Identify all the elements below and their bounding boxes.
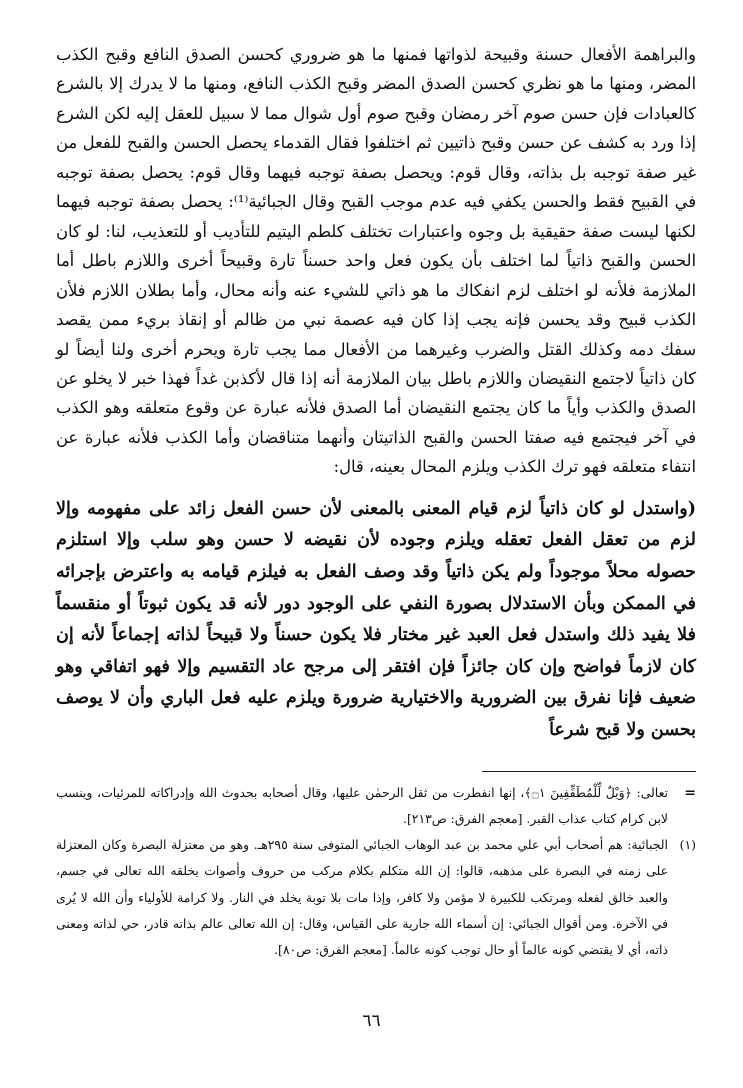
footnote-text: الجبائية: هم أصحاب أبي علي محمد بن عبد الوهاب الجبائي المتوفى سنة ٢٩٥هـ. وهو من معتزلة البصرة وكان المعتزلة على زمنه في البصرة على مذهبه، قالوا: إن الله متكلم بكلام مركب من حروف وأصوات يخلقه الله تعالى في جسم، والعبد خالق لفعله ومرتكب للكبيرة لا مؤمن ولا كافر، وإذا مات بلا توبة يخلد في النار. ولا كرامة للأولياء وأن الله لا يُرى في الآخرة. ومن أقوال الجبائي: إن أسماء الله جارية على القياس، وقال: إن الله تعالى عالم بذاته قادر، حي لذاته ومعنى ذاته، أي لا يقتضي كونه عالماً أو حال توجب كونه عالماً. [معجم الفرق: ص٨٠]. (56, 837, 668, 958)
page-content (56, 40, 696, 964)
quote-paragraph: (واستدل لو كان ذاتياً لزم قيام المعنى بالمعنى لأن حسن الفعل زائد على مفهومه وإلا لزم من تعقل الفعل تعقله ويلزم وجوده لأن نقيضه لا حسن وهو سلب وإلا استلزم حصوله محلاً موجوداً ولم يكن ذاتياً وقد وصف الفعل به فيلزم قيامه به واعترض بإجرائه في الممكن وبأن الاستدلال بصورة النفي على الوجود دور لأنه قد يكون ثبوتاً أو منقسماً فلا يفيد ذلك واستدل فعل العبد غير مختار فلا يكون حسناً ولا قبيحاً لذاته إجماعاً لأنه إن كان لازماً فواضح وإن كان جائزاً فإن افتقر إلى مرجح عاد التقسيم وإلا فهو اتفاقي وهو ضعيف فإنا نفرق بين الضرورية والاختيارية ضرورة ويلزم عليه فعل الباري وأن لا يوصف بحسن ولا قبح شرعاً (56, 498, 696, 740)
footnotes (56, 780, 696, 964)
footnote-1 (56, 832, 696, 963)
page-number: ٦٦ (362, 1011, 381, 1031)
body-paragraph: والبراهمة الأفعال حسنة وقبيحة لذواتها فمنها ما هو ضروري كحسن الصدق النافع وقبح الكذب المضر، ومنها ما هو نظري كحسن الصدق المضر وقبح الكذب النافع، ومنها ما لا يدرك إلا بالشرع كالعبادات فإن حسن صوم آخر رمضان وقبح صوم أول شوال مما لا سبيل للعقل إليه لكن الشرع إذا ورد به كشف عن حسن وقبح ذاتيين ثم اختلفوا فقال القدماء يحصل الحسن والقبح للفعل من غير صفة توجبه بل بذاته، وقال قوم: ويحصل بصفة توجبه فيهما وقال قوم: يحصل بصفة توجبه في القبيح فقط والحسن يكفي فيه عدم موجب القبح وقال الجبائية⁽¹⁾: يحصل بصفة توجبه فيهما لكنها ليست صفة حقيقية بل وجوه واعتبارات تختلف كلطم اليتيم للتأديب أو للتعذيب، لنا: لو كان الحسن والقبح ذاتياً لما اختلف بأن يكون فعل واحد حسناً تارة وقبيحاً أخرى واللازم باطل أما الملازمة فلأنه لو اختلف لزم انفكاك ما هو ذاتي للشيء عنه وأنه محال، وأما بطلان اللازم فلأن الكذب قبيح وقد يحسن فإنه يجب إذا كان فيه عصمة نبي من ظالم أو إنقاذ بريء ممن يقصد سفك دمه وكذلك القتل والضرب وغيرهما من الأفعال مما يجب تارة ويحرم أخرى ولنا أيضاً لو كان ذاتياً لاجتمع النقيضان واللازم باطل بيان الملازمة أنه إذا قال لأكذبن غداً فهذا خبر لا يخلو عن الصدق والكذب وأياً ما كان يجتمع النقيضان أما الصدق فلأنه عبارة عن وقوع متعلقه وهو الكذب في آخر فيجتمع فيه صفتا الحسن والقبح الذاتيتان وأنهما متناقضان وأما الكذب فلأنه عبارة عن انتفاء متعلقه فهو ترك الكذب ويلزم المحال بعينه، قال: (56, 45, 696, 477)
quoted-matn (56, 494, 696, 747)
main-text (56, 40, 696, 482)
footnote-text: تعالى: ﴿وَيْلٌ لِّلْمُطَفِّفِينَ ۝١﴾، إنها انفطرت من ثقل الرحمٰن عليها، وقال أصحابه بحدوث الله وإدراكاته للمرئيات، وينسب لابن كرام كتاب عذاب القبر. [معجم الفرق: ص٢١٣]. (56, 784, 668, 826)
footnote-marker: (١) (679, 837, 696, 853)
footnote-separator (482, 771, 696, 772)
footnote-continuation (56, 780, 696, 833)
footnote-marker: = (684, 784, 696, 801)
